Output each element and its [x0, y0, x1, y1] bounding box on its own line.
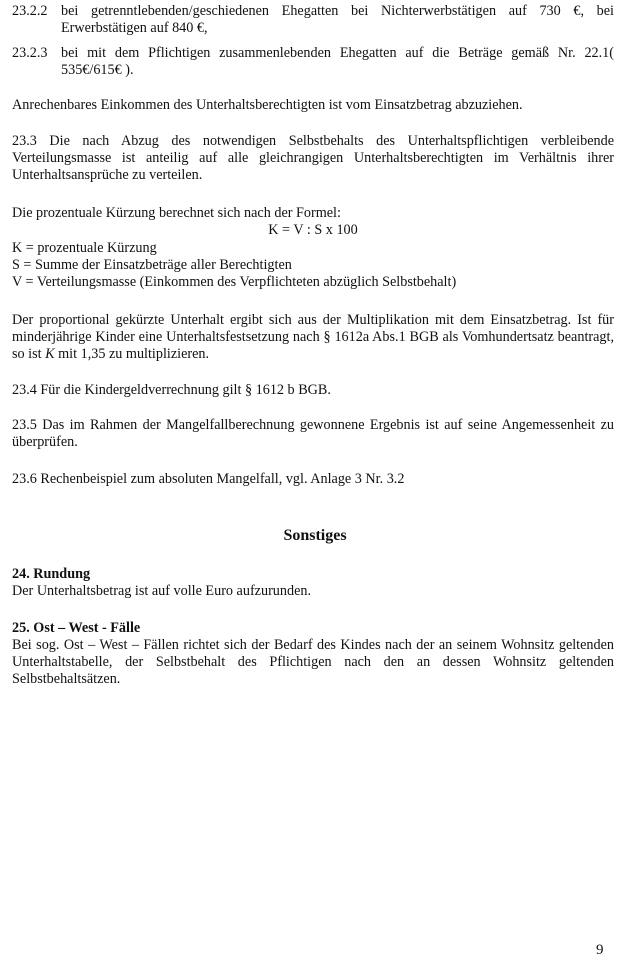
paragraph-text: 23.4 Für die Kindergeldverrechnung gilt § 1612 b BGB. — [12, 382, 331, 398]
section-heading: Sonstiges — [283, 527, 347, 544]
section-24-title: 24. Rundung — [12, 566, 91, 582]
paragraph-text: 23.3 Die nach Abzug des notwendigen Selbstbehalts des Unterhaltspflichtigen verbleibende Verteilungsmasse ist anteilig auf alle gleichrangigen Unterhaltsberechtigten im Verhältnis ihrer Unterhaltsansprüche zu verteilen. — [12, 133, 614, 183]
paragraph-text-part-2: mit 1,35 zu multiplizieren. — [54, 346, 210, 362]
paragraph-proportional — [12, 312, 614, 363]
item-text: bei getrenntlebenden/geschiedenen Ehegatten bei Nichterwerbstätigen auf 730 €, bei Erwerbstätigen auf 840 €, — [61, 3, 614, 36]
section-25-text: Bei sog. Ost – West – Fällen richtet sich der Bedarf des Kindes nach der an seinem Wohnsitz geltenden Unterhaltstabelle, der Selbstbehalt des Pflichtigen nach den an dessen Wohnsitz geltenden Selbstbehaltsätzen. — [12, 637, 614, 687]
item-number: 23.2.2 — [12, 3, 48, 19]
section-24 — [12, 566, 614, 600]
paragraph-23-5 — [12, 417, 614, 451]
formula-legend — [12, 240, 614, 291]
formula-text: K = V : S x 100 — [268, 222, 358, 238]
section-25 — [12, 620, 614, 688]
item-text: bei mit dem Pflichtigen zusammenlebenden Ehegatten auf die Beträge gemäß Nr. 22.1( 535€/615€ ). — [61, 45, 614, 78]
variable-k: K — [45, 346, 55, 362]
paragraph-text: 23.5 Das im Rahmen der Mangelfallberechnung gewonnene Ergebnis ist auf seine Angemessenheit zu überprüfen. — [12, 417, 614, 450]
paragraph-anrechenbar — [12, 97, 614, 114]
legend-v: V = Verteilungsmasse (Einkommen des Verpflichteten abzüglich Selbstbehalt) — [12, 274, 457, 290]
paragraph-text-part-1: Der proportional gekürzte Unterhalt ergibt sich aus der Multiplikation mit dem Einsatzbetrag. Ist für minderjährige Kinder eine Unterhaltsfestsetzung nach § 1612a Abs.1 BGB als Vomhundertsatz beantragt, so ist — [12, 312, 614, 362]
paragraph-text: Anrechenbares Einkommen des Unterhaltsberechtigten ist vom Einsatzbetrag abzuziehen. — [12, 97, 523, 113]
legend-s: S = Summe der Einsatzbeträge aller Berechtigten — [12, 257, 292, 273]
paragraph-23-6 — [12, 471, 614, 488]
section-25-title: 25. Ost – West - Fälle — [12, 620, 141, 636]
paragraph-23-3 — [12, 133, 614, 184]
formula — [12, 222, 614, 239]
paragraph-text: 23.6 Rechenbeispiel zum absoluten Mangelfall, vgl. Anlage 3 Nr. 3.2 — [12, 471, 405, 487]
item-23-2-3 — [12, 45, 614, 79]
legend-k: K = prozentuale Kürzung — [12, 240, 157, 256]
section-24-text: Der Unterhaltsbetrag ist auf volle Euro aufzurunden. — [12, 583, 312, 599]
formula-intro-text: Die prozentuale Kürzung berechnet sich nach der Formel: — [12, 205, 341, 221]
paragraph-text — [12, 312, 614, 363]
page-number: 9 — [596, 942, 604, 958]
formula-intro — [12, 205, 614, 222]
paragraph-23-4 — [12, 382, 614, 399]
item-23-2-2 — [12, 3, 614, 37]
item-number: 23.2.3 — [12, 45, 48, 61]
